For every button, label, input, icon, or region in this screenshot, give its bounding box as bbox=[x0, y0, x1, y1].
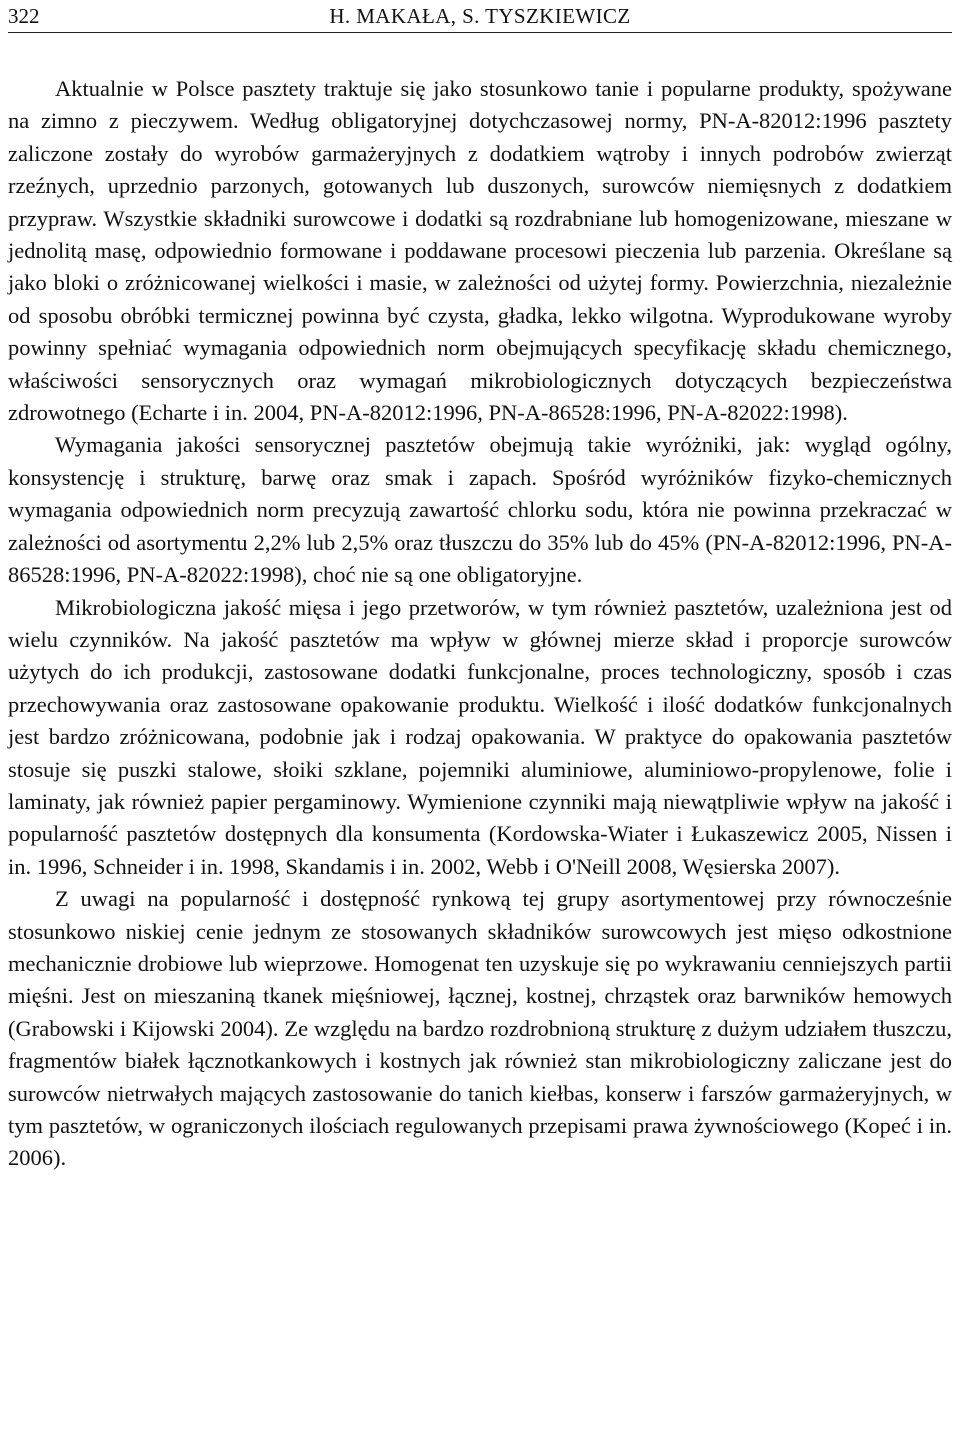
paragraph-microbiological-quality: Mikrobiologiczna jakość mięsa i jego przetworów, w tym również pasztetów, uzależniona jest od wielu czynników. Na jakość pasztetów ma wpływ w głównej mierze skład i proporcje surowców użytych do ich produkcji, zastosowane dodatki funkcjonalne, proces technologiczny, sposób i czas przechowywania oraz zastosowane opakowanie produktu. Wielkość i ilość dodatków funkcjonalnych jest bardzo zróżnicowana, podobnie jak i rodzaj opakowania. W praktyce do opakowania pasztetów stosuje się puszki stalowe, słoiki szklane, pojemniki aluminiowe, aluminiowo-propylenowe, folie i laminaty, jak również papier pergaminowy. Wymienione czynniki mają niewątpliwie wpływ na jakość i popularność pasztetów dostępnych dla konsumenta (Kordowska-Wiater i Łukaszewicz 2005, Nissen i in. 1996, Schneider i in. 1998, Skandamis i in. 2002, Webb i O'Neill 2008, Węsierska 2007). bbox=[8, 594, 952, 879]
article-body bbox=[8, 73, 952, 1175]
paragraph-sensory-requirements: Wymagania jakości sensorycznej pasztetów obejmują takie wyróżniki, jak: wygląd ogólny, konsystencję i strukturę, barwę oraz smak i zapach. Spośród wyróżników fizyko-chemicznych wymagania odpowiednich norm precyzują zawartość chlorku sodu, która nie powinna przekraczać w zależności od asortymentu 2,2% lub 2,5% oraz tłuszczu do 35% lub do 45% (PN-A-82012:1996, PN-A-86528:1996, PN-A-82022:1998), choć nie są one obligatoryjne. bbox=[8, 432, 952, 588]
running-title-authors: H. MAKAŁA, S. TYSZKIEWICZ bbox=[329, 4, 631, 28]
page-number: 322 bbox=[8, 4, 40, 28]
paragraph-pate-definition: Aktualnie w Polsce pasztety traktuje się jako stosunkowo tanie i popularne produkty, spożywane na zimno z pieczywem. Według obligatoryjnej dotychczasowej normy, PN-A-82012:1996 pasztety zaliczone zostały do wyrobów garmażeryjnych z dodatkiem wątroby i innych podrobów zwierząt rzeźnych, uprzednio parzonych, gotowanych lub duszonych, surowców niemięsnych z dodatkiem przypraw. Wszystkie składniki surowcowe i dodatki są rozdrabniane lub homogenizowane, mieszane w jednolitą masę, odpowiednio formowane i poddawane procesowi pieczenia lub parzenia. Określane są jako bloki o zróżnicowanej wielkości i masie, w zależności od użytej formy. Powierzchnia, niezależnie od sposobu obróbki termicznej powinna być czysta, gładka, lekko wilgotna. Wyprodukowane wyroby powinny spełniać wymagania odpowiednich norm obejmujących specyfikację składu chemicznego, właściwości sensorycznych oraz wymagań mikrobiologicznych dotyczących bezpieczeństwa zdrowotnego (Echarte i in. 2004, PN-A-82012:1996, PN-A-86528:1996, PN-A-82022:1998). bbox=[8, 76, 952, 426]
running-header bbox=[8, 2, 952, 33]
paragraph-mechanically-separated-meat: Z uwagi na popularność i dostępność rynkową tej grupy asortymentowej przy równocześnie stosunkowo niskiej cenie jednym ze stosowanych składników surowcowych jest mięso odkostnione mechanicznie drobiowe lub wieprzowe. Homogenat ten uzyskuje się po wykrawaniu cenniejszych partii mięśni. Jest on mieszaniną tkanek mięśniowej, łącznej, kostnej, chrząstek oraz barwników hemowych (Grabowski i Kijowski 2004). Ze względu na bardzo rozdrobnioną strukturę z dużym udziałem tłuszczu, fragmentów białek łącznotkankowych i kostnych jak również stan mikrobiologiczny zaliczane jest do surowców nietrwałych mających zastosowanie do tanich kiełbas, konserw i farszów garmażeryjnych, w tym pasztetów, w ograniczonych ilościach regulowanych przepisami prawa żywnościowego (Kopeć i in. 2006). bbox=[8, 886, 952, 1171]
